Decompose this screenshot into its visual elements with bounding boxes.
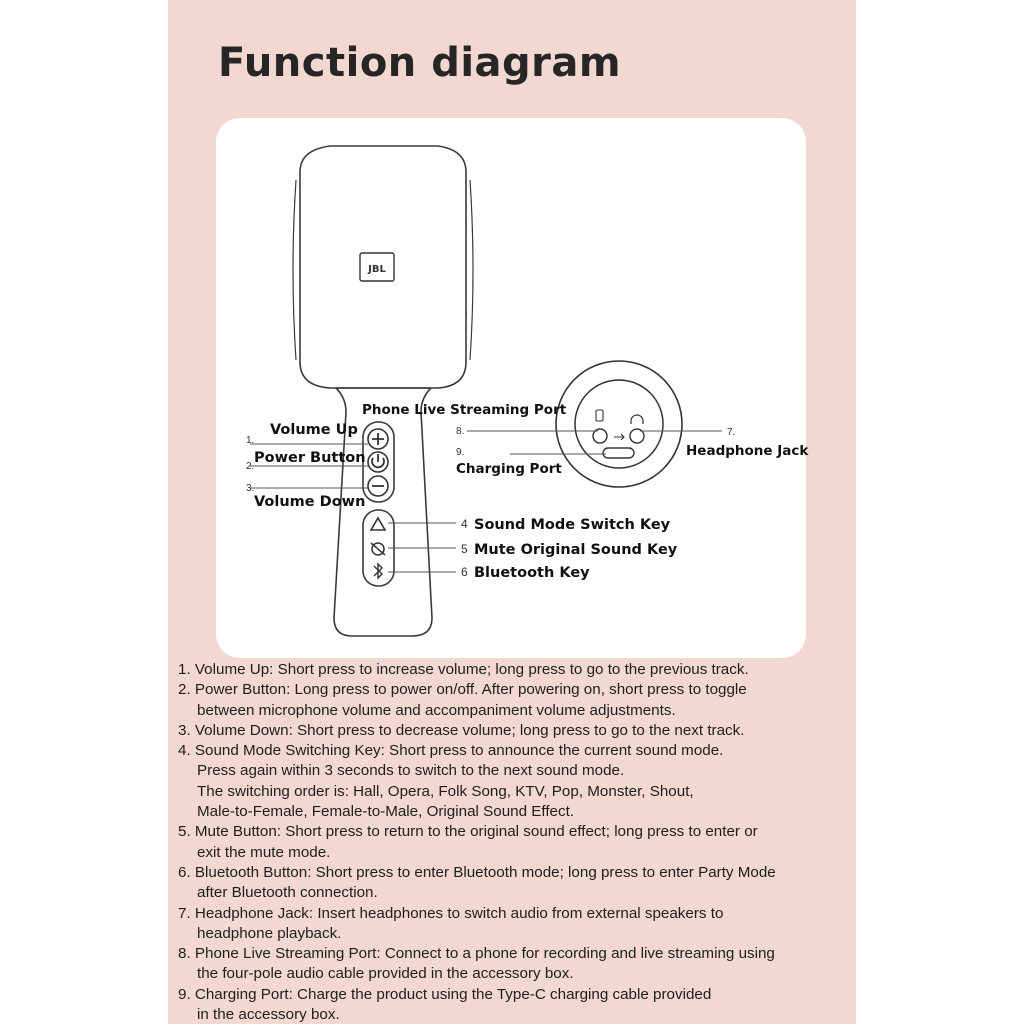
note-item: 2. Power Button: Long press to power on/off. After powering on, short press to toggle between microphone volume and accompaniment volume adjustments.	[178, 681, 747, 719]
note-item: 6. Bluetooth Button: Short press to enter Bluetooth mode; long press to enter Party Mode after Bluetooth connection.	[178, 863, 776, 902]
phone-icon	[596, 410, 603, 421]
marker-3: 3.	[246, 483, 255, 494]
phone-port-jack[interactable]	[593, 410, 607, 443]
label-sound-mode-switch-key: Sound Mode Switch Key	[474, 517, 671, 533]
note-item: 3. Volume Down: Short press to decrease volume; long press to go to the next track.	[178, 721, 745, 739]
marker-2: 2.	[246, 461, 255, 472]
label-bluetooth-key: Bluetooth Key	[474, 565, 590, 581]
port-panel	[556, 361, 682, 487]
note-item: 1. Volume Up: Short press to increase volume; long press to go to the previous track.	[178, 661, 749, 678]
sound-mode-key[interactable]	[371, 518, 385, 530]
label-mute-original-sound-key: Mute Original Sound Key	[474, 542, 678, 558]
label-charging-port: Charging Port	[456, 461, 562, 477]
charging-port[interactable]	[603, 434, 634, 458]
note-item: 7. Headphone Jack: Insert headphones to switch audio from external speakers to headphone playback.	[178, 904, 724, 942]
page-title: Function diagram	[218, 40, 622, 86]
note-item: 9. Charging Port: Charge the product using the Type-C charging cable provided in the accessory box.	[178, 985, 712, 1024]
marker-6: 6	[461, 565, 468, 579]
power-button[interactable]	[368, 452, 388, 472]
mic-head-side-right	[470, 180, 473, 360]
note-item: 5. Mute Button: Short press to return to the original sound effect; long press to enter or exit the mute mode.	[178, 823, 758, 861]
jbl-logo-icon	[360, 253, 394, 281]
marker-8: 8.	[456, 426, 465, 437]
mic-handle	[334, 412, 432, 636]
marker-9: 9.	[456, 447, 465, 458]
function-notes-list	[178, 660, 858, 1025]
label-phone-live-streaming-port: Phone Live Streaming Port	[362, 402, 567, 418]
note-item: 8. Phone Live Streaming Port: Connect to a phone for recording and live streaming using the four-pole audio cable provided in the accessory box.	[178, 945, 775, 983]
headphone-icon	[631, 415, 643, 424]
headphone-jack[interactable]	[630, 415, 644, 443]
marker-1: 1.	[246, 435, 255, 446]
marker-4: 4	[461, 517, 468, 531]
mic-head-side-left	[293, 180, 296, 360]
volume-down-button[interactable]	[368, 476, 388, 496]
marker-5: 5	[461, 542, 468, 556]
usb-icon	[614, 434, 624, 440]
label-volume-up: Volume Up	[270, 422, 358, 438]
label-power-button: Power Button	[254, 450, 366, 466]
volume-up-button[interactable]	[368, 429, 388, 449]
marker-7: 7.	[727, 427, 736, 438]
note-item: 4. Sound Mode Switching Key: Short press to announce the current sound mode. Press again within 3 seconds to switch to the next sound mode. The switching order is: Hall, Opera, Folk Song, KTV, Pop, Monster, Shout, Male-to-Female, Female-to-Male, Original Sound Effect.	[178, 742, 724, 821]
label-headphone-jack: Headphone Jack	[686, 443, 809, 459]
mute-key[interactable]	[371, 543, 385, 555]
svg-text:JBL: JBL	[368, 264, 386, 275]
label-volume-down: Volume Down	[254, 494, 366, 510]
bluetooth-key[interactable]	[374, 564, 382, 578]
